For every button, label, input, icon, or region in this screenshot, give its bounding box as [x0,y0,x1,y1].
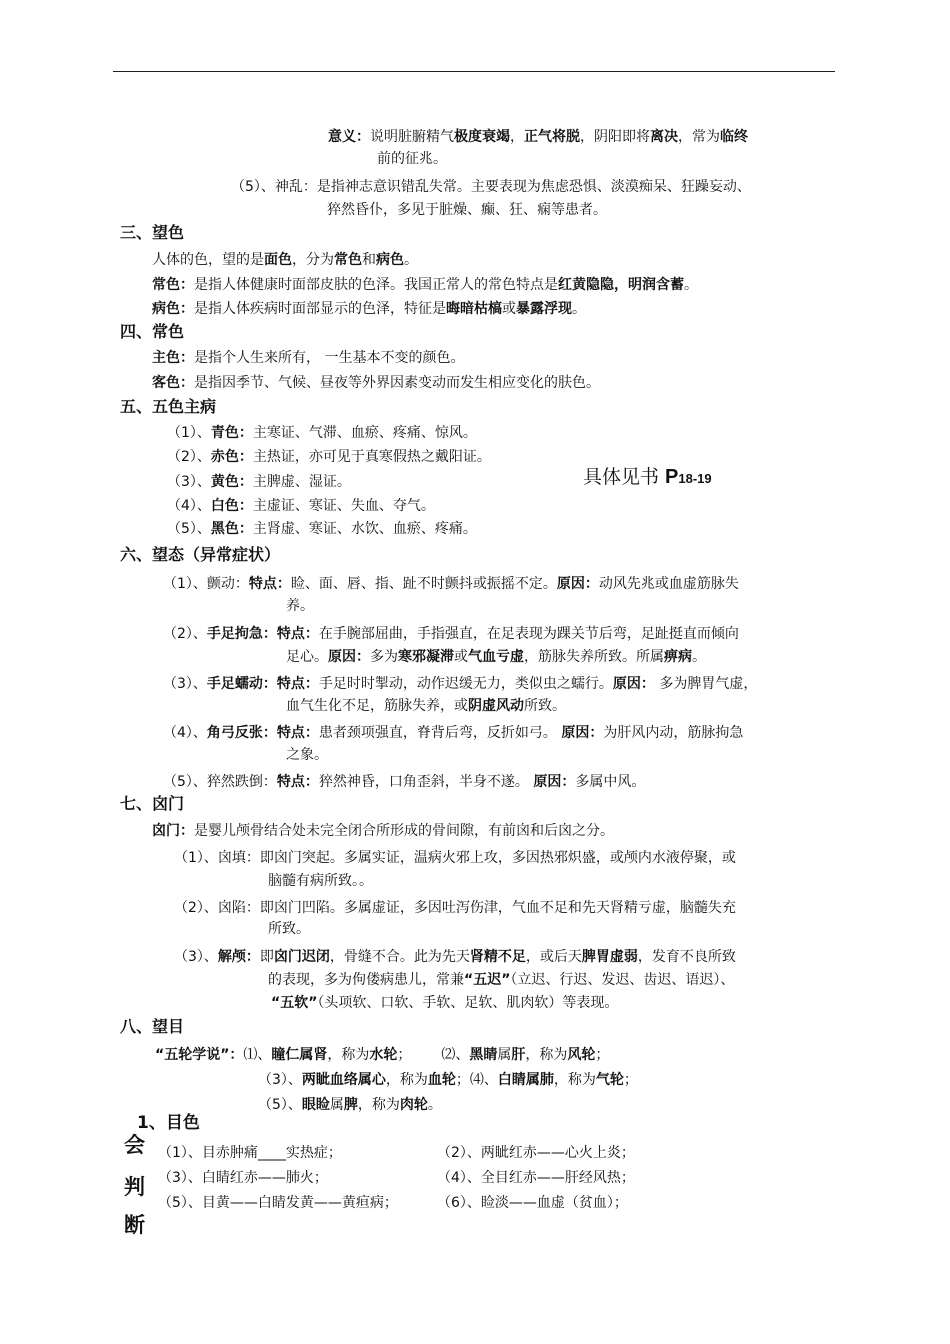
list-item: （4）、角弓反张：特点：患者颈项强直，脊背后弯，反折如弓。 原因：为肝风内动，筋脉拘急 [163,725,744,741]
list-item: （1）、囟填：即囟门突起。多属实证，温病火邪上攻，多因热邪炽盛，或颅内水液停聚，或 [174,850,736,866]
list-item: （5）、猝然跌倒：特点：猝然神昏，口角歪斜，半身不遂。 原因：多属中风。 [163,774,646,790]
section-heading: 五、五色主病 [120,397,217,416]
list-item: （5）、黑色：主肾虚、寒证、水饮、血瘀、疼痛。 [167,521,477,537]
para: 主色：是指个人生来所有， 一生基本不变的颜色。 [152,350,465,366]
subsection-heading: 1、目色 [137,1113,200,1133]
section-heading: 八、望目 [120,1017,185,1036]
list-item: （4）、白色：主虚证、寒证、失血、夺气。 [167,498,435,514]
para: 囟门：是婴儿颅骨结合处未完全闭合所形成的骨间隙，有前囟和后囟之分。 [152,823,614,839]
section-heading: 六、望态（异常症状） [120,545,281,564]
list-item: （1）、颤动：特点：睑、面、唇、指、趾不时颤抖或振摇不定。原因：动风先兆或血虚筋脉失 [163,576,739,592]
list-item: （2）、囟陷：即囟门凹陷。多属虚证，多因吐泻伤津，气血不足和先天肾精亏虚，脑髓失充 [174,900,736,916]
eye-color-item: （5）、目黄——白睛发黄——黄疸病； [158,1195,398,1211]
meaning-line-cont: 前的征兆。 [377,151,447,167]
list-item: （3）、解颅：即囟门迟闭，骨缝不合。此为先天肾精不足，或后天脾胃虚弱，发育不良所致 [174,949,736,965]
wulun-line: （5）、眼睑属脾，称为肉轮。 [258,1097,442,1113]
side-char: 断 [124,1213,145,1237]
eye-color-item: （4）、全目红赤——肝经风热； [437,1170,635,1186]
wulun-line: （3）、两眦血络属心，称为血轮；⑷、白睛属肺，称为气轮； [258,1072,638,1088]
list-item: （1）、青色：主寒证、气滞、血瘀、疼痛、惊风。 [167,425,477,441]
section-heading: 四、常色 [120,322,185,341]
list-item-cont: 之象。 [286,747,328,763]
section-heading: 七、囟门 [120,794,185,813]
para: 常色：是指人体健康时面部皮肤的色泽。我国正常人的常色特点是红黄隐隐，明润含蓄。 [152,277,698,293]
eye-color-item: （1）、目赤肿痛____实热症； [158,1145,342,1161]
list-item-cont: 足心。原因：多为寒邪凝滞或气血亏虚，筋脉失养所致。所属痹病。 [286,649,706,665]
side-char: 判 [124,1175,145,1199]
list-item: （3）、手足蠕动：特点：手足时时掣动，动作迟缓无力，类似虫之蠕行。原因： 多为脾胃气虚， [163,676,758,692]
list-item: （2）、手足拘急：特点：在手腕部屈曲，手指强直，在足表现为踝关节后弯，足趾挺直而倾向 [163,626,739,642]
para: 病色：是指人体疾病时面部显示的色泽，特征是晦暗枯槁或暴露浮现。 [152,301,586,317]
list-item-cont: 养。 [286,598,314,614]
list-item-cont: 所致。 [268,921,310,937]
eye-color-item: （6）、睑淡——血虚（贫血）； [437,1195,628,1211]
list-item-cont: “五软”（头项软、口软、手软、足软、肌肉软）等表现。 [271,995,619,1011]
list-item-cont: 的表现，多为佝偻病患儿，常兼“五迟”（立迟、行迟、发迟、齿迟、语迟）、 [268,972,735,988]
shenluan-line: （5）、神乱：是指神志意识错乱失常。主要表现为焦虑恐惧、淡漠痴呆、狂躁妄动、 [231,179,751,195]
book-reference: 具体见书 P18-19 [583,466,712,488]
shenluan-line-cont: 猝然昏仆，多见于脏燥、癫、狂、痫等患者。 [327,202,607,218]
wulun-line: “五轮学说”：⑴、瞳仁属肾，称为水轮； ⑵、黑睛属肝，称为风轮； [155,1047,610,1063]
list-item-cont: 脑髓有病所致。。 [268,873,373,889]
list-item: （2）、赤色：主热证，亦可见于真寒假热之戴阳证。 [167,449,491,465]
para: 人体的色，望的是面色，分为常色和病色。 [152,252,418,268]
section-heading: 三、望色 [120,223,185,242]
side-char: 会 [124,1133,145,1157]
eye-color-item: （3）、白睛红赤——肺火； [158,1170,328,1186]
meaning-line: 意义：说明脏腑精气极度衰竭，正气将脱，阴阳即将离决，常为临终 [328,129,748,145]
list-item-cont: 血气生化不足，筋脉失养，或阴虚风动所致。 [286,698,566,714]
para: 客色：是指因季节、气候、昼夜等外界因素变动而发生相应变化的肤色。 [152,375,600,391]
header-rule [113,71,835,72]
eye-color-item: （2）、两眦红赤——心火上炎； [437,1145,635,1161]
list-item: （3）、黄色：主脾虚、湿证。 [167,474,351,490]
